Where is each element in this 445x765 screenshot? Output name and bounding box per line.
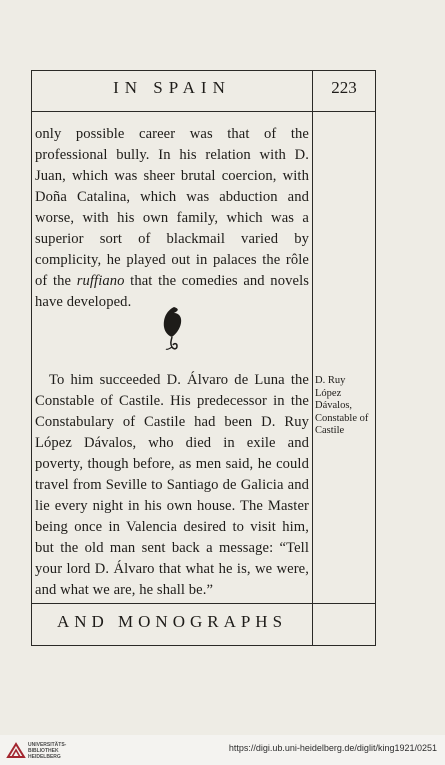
university-library-logo-icon[interactable] xyxy=(6,741,26,761)
margin-note: D. Ruy López Dávalos, Constable of Castile xyxy=(315,375,369,436)
library-logo-text: UNIVERSITÄTS- BIBLIOTHEK HEIDELBERG xyxy=(28,742,67,760)
frame-rule-bottom xyxy=(31,645,376,646)
footer-title: AND MONOGRAPHS xyxy=(56,612,288,631)
paragraph-1 xyxy=(35,124,309,313)
paragraph-1-italic-word: ruffiano xyxy=(76,273,125,289)
paragraph-2: To him succeeded D. Álvaro de Luna the Constable of Castile. His predecessor in the Constabulary of Castile had been D. Ruy López Dávalos, who died in exile and poverty, though before, as men said, he could travel from Seville to Santiago de Galicia and lie every night in his own house. The Master being once in Valencia desired to visit him, but the old man sent back a message: “Tell your lord D. Álvaro that what he is, we were, and what we are, he shall be.” xyxy=(35,372,309,598)
paragraph-1-text-a: only possible career was that of the professional bully. In his relation with D. Juan, which was sheer brutal coercion, with Doña Catalina, which was abduction and worse, with his own family, which was a superior sort of blackmail varied by complicity, he played out in palaces the rôle of the xyxy=(35,126,309,289)
frame-rule-middle xyxy=(312,70,313,646)
permalink-url[interactable]: https://digi.ub.uni-heidelberg.de/diglit/king1921/0251 xyxy=(228,743,437,753)
frame-rule-left xyxy=(31,70,32,646)
frame-rule-footer-top xyxy=(31,603,376,604)
frame-rule-top xyxy=(31,70,376,71)
page-number: 223 xyxy=(331,78,357,97)
frame-rule-header-bottom xyxy=(31,111,376,112)
running-title: IN SPAIN xyxy=(113,78,231,97)
frame-rule-right xyxy=(375,70,376,646)
leaf-ornament-icon xyxy=(160,305,186,353)
paragraph-1-text-b: that the comedies and novels have developed. xyxy=(35,273,310,310)
viewer-footer xyxy=(0,735,445,765)
